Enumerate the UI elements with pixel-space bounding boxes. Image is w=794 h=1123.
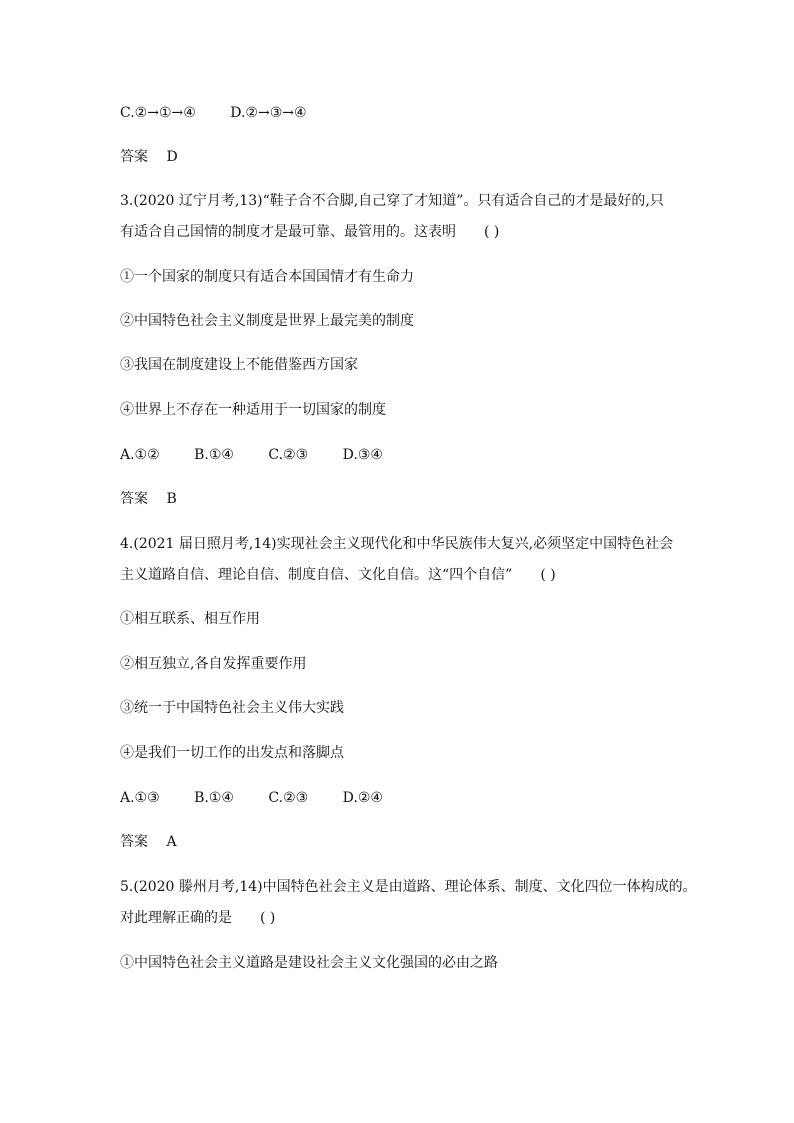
q4-statement-3: ③统一于中国特色社会主义伟大实践 [120, 700, 344, 716]
q5-stem-line1: 5.(2020 滕州月考,14)中国特色社会主义是由道路、理论体系、制度、文化四位一体构成的。 [120, 879, 697, 895]
q4-stem-line2 [120, 565, 680, 585]
q2-answer-label: 答案 [120, 149, 148, 165]
q3-statement-1: ①一个国家的制度只有适合本国国情才有生命力 [120, 269, 414, 285]
q3-options [120, 445, 680, 465]
q4-statement-4: ④是我们一切工作的出发点和落脚点 [120, 745, 344, 761]
q3-stem-line2-text: 有适合自己国情的制度才是最可靠、最管用的。这表明 [120, 224, 456, 240]
q3-stem-line2 [120, 222, 680, 242]
q3-option-b: B.①④ [194, 447, 234, 463]
q2-option-d: D.②→③→④ [230, 105, 307, 121]
q4-stem-line2-text: 主义道路自信、理论自信、制度自信、文化自信。这“四个自信” [120, 567, 513, 583]
q3-answer-value: B [166, 491, 177, 507]
q4-statement-2: ②相互独立,各自发挥重要作用 [120, 656, 307, 672]
q2-answer [120, 147, 680, 167]
q4-statement-1: ①相互联系、相互作用 [120, 611, 260, 627]
q3-answer-label: 答案 [120, 491, 148, 507]
q4-option-d: D.②④ [342, 790, 383, 806]
q3-statement-2: ②中国特色社会主义制度是世界上最完美的制度 [120, 313, 414, 329]
q3-stem-line1: 3.(2020 辽宁月考,13)“鞋子合不合脚,自己穿了才知道”。只有适合自己的才是最好的,只 [120, 193, 664, 209]
q5-answer-blank: ( ) [260, 910, 276, 926]
q4-option-c: C.②③ [268, 790, 309, 806]
q3-answer [120, 489, 680, 509]
q5-statement-1: ①中国特色社会主义道路是建设社会主义文化强国的必由之路 [120, 955, 498, 971]
q3-answer-blank: ( ) [484, 224, 500, 240]
q4-answer-label: 答案 [120, 834, 148, 850]
q4-option-a: A.①③ [120, 790, 160, 806]
q3-statement-4: ④世界上不存在一种适用于一切国家的制度 [120, 402, 386, 418]
q5-stem-line2-text: 对此理解正确的是 [120, 910, 232, 926]
q2-answer-value: D [166, 149, 178, 165]
q4-stem-line1: 4.(2021 届日照月考,14)实现社会主义现代化和中华民族伟大复兴,必须坚定中国特色社会 [120, 536, 674, 552]
q4-answer-value: A [166, 834, 177, 850]
q4-answer [120, 832, 680, 852]
q3-option-c: C.②③ [268, 447, 309, 463]
q4-answer-blank: ( ) [540, 567, 556, 583]
q4-options [120, 788, 680, 808]
q2-options [120, 103, 680, 123]
q2-option-c: C.②→①→④ [120, 105, 196, 121]
q5-stem-line2 [120, 908, 680, 928]
q3-statement-3: ③我国在制度建设上不能借鉴西方国家 [120, 357, 358, 373]
q4-option-b: B.①④ [194, 790, 234, 806]
q3-option-a: A.①② [120, 447, 160, 463]
q3-option-d: D.③④ [342, 447, 383, 463]
